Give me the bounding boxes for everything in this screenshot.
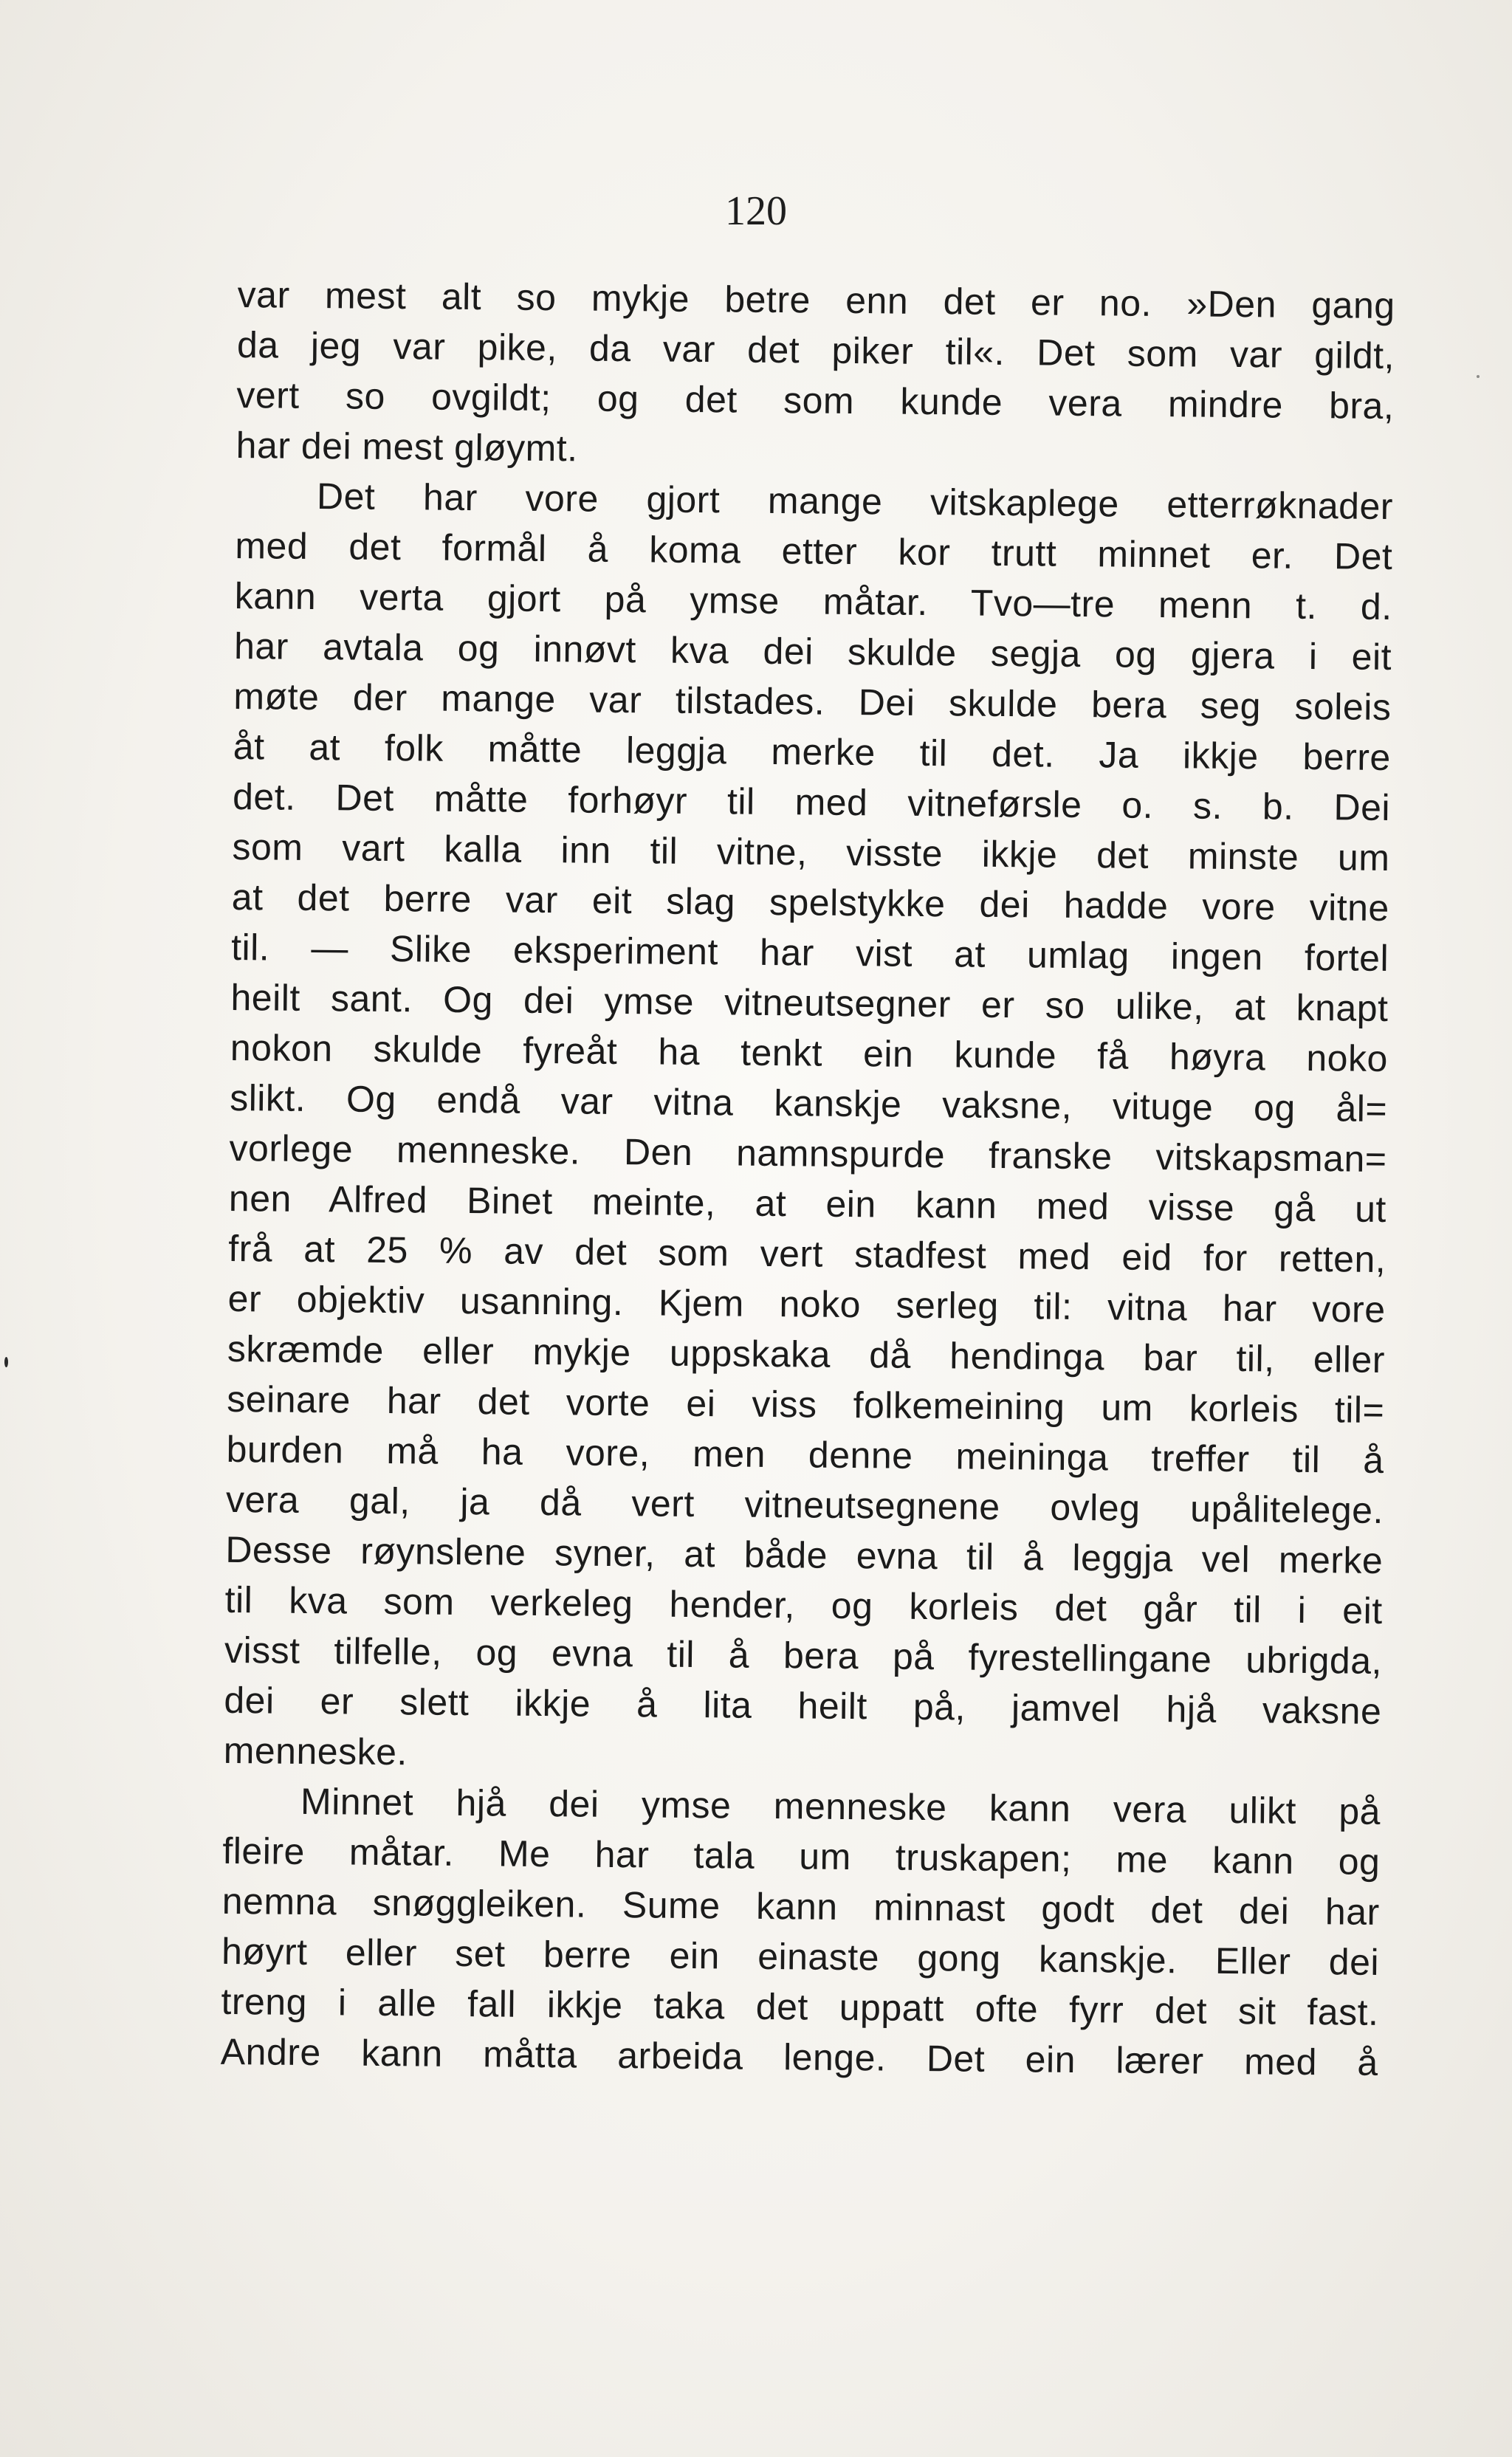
text-line: med det formål å koma etter kor trutt minnet er. Det <box>235 524 1393 578</box>
text-line: vorlege menneske. Den namnspurde franske vitskapsman= <box>229 1127 1387 1180</box>
text-line: har avtala og innøvt kva dei skulde segja og gjera i eit <box>233 625 1392 678</box>
text-line: nokon skulde fyreåt ha tenkt ein kunde få høyra noko <box>230 1026 1389 1080</box>
text-line: skræmde eller mykje uppskaka då hendinga bar til, eller <box>227 1327 1386 1381</box>
text-line: dei er slett ikkje å lita heilt på, jamvel hjå vaksne <box>224 1679 1382 1732</box>
text-line: seinare har det vorte ei viss folkemeining um korleis til= <box>227 1378 1385 1431</box>
text-line: det. Det måtte forhøyr til med vitneførsle o. s. b. Dei <box>232 775 1391 829</box>
text-line: til. — Slike eksperiment har vist at umlag ingen fortel <box>230 926 1389 980</box>
scan-speck <box>4 1357 8 1367</box>
text-line: høyrt eller set berre ein einaste gong kanskje. Eller dei <box>221 1930 1380 1983</box>
text-line: treng i alle fall ikkje taka det uppatt ofte fyrr det sit fast. <box>221 1980 1379 2033</box>
text-line: menneske. <box>223 1729 408 1773</box>
text-line: har dei mest gløymt. <box>236 424 578 470</box>
scan-speck <box>1477 375 1480 378</box>
text-line: slikt. Og endå var vitna kanskje vaksne, vituge og ål= <box>229 1076 1388 1130</box>
text-line: vera gal, ja då vert vitneutsegnene ovleg upålitelege. <box>225 1478 1384 1531</box>
body-text <box>221 269 1395 2088</box>
text-line: Det har vore gjort mange vitskaplege etterrøknader <box>316 475 1394 528</box>
text-line: var mest alt so mykje betre enn det er no. »Den gang <box>237 273 1395 327</box>
text-line: frå at 25 % av det som vert stadfest med eid for retten, <box>228 1227 1386 1280</box>
text-line: vert so ovgildt; og det som kunde vera mindre bra, <box>236 374 1395 427</box>
text-line: møte der mange var tilstades. Dei skulde bera seg soleis <box>233 675 1392 729</box>
text-line: er objektiv usanning. Kjem noko serleg til: vitna har vore <box>227 1277 1386 1330</box>
text-line: åt at folk måtte leggja merke til det. Ja ikkje berre <box>233 725 1391 779</box>
text-line: nemna snøggleiken. Sume kann minnast godt det dei har <box>221 1880 1380 1933</box>
text-line: visst tilfelle, og evna til å bera på fyrestellingane ubrigda, <box>224 1629 1383 1682</box>
text-line: Andre kann måtta arbeida lenge. Det ein lærer med å <box>220 2030 1379 2083</box>
page-number: 120 <box>725 188 787 234</box>
text-line: burden må ha vore, men denne meininga treffer til å <box>226 1428 1384 1481</box>
text-line: som vart kalla inn til vitne, visste ikkje det minste um <box>232 825 1390 879</box>
text-line: da jeg var pike, da var det piker til«. Det som var gildt, <box>236 323 1395 377</box>
text-line: til kva som verkeleg hender, og korleis det går til i eit <box>224 1578 1383 1632</box>
text-line: fleire måtar. Me har tala um truskapen; me kann og <box>222 1829 1381 1883</box>
text-line: kann verta gjort på ymse måtar. Tvo—tre menn t. d. <box>234 574 1392 628</box>
text-line: Minnet hjå dei ymse menneske kann vera ulikt på <box>300 1780 1381 1832</box>
text-line: at det berre var eit slag spelstykke dei hadde vore vitne <box>231 876 1390 929</box>
text-line: heilt sant. Og dei ymse vitneutsegner er so ulike, at knapt <box>230 976 1389 1030</box>
text-line: nen Alfred Binet meinte, at ein kann med visse gå ut <box>228 1177 1387 1230</box>
text-line: Desse røynslene syner, at både evna til å leggja vel merke <box>225 1528 1384 1581</box>
